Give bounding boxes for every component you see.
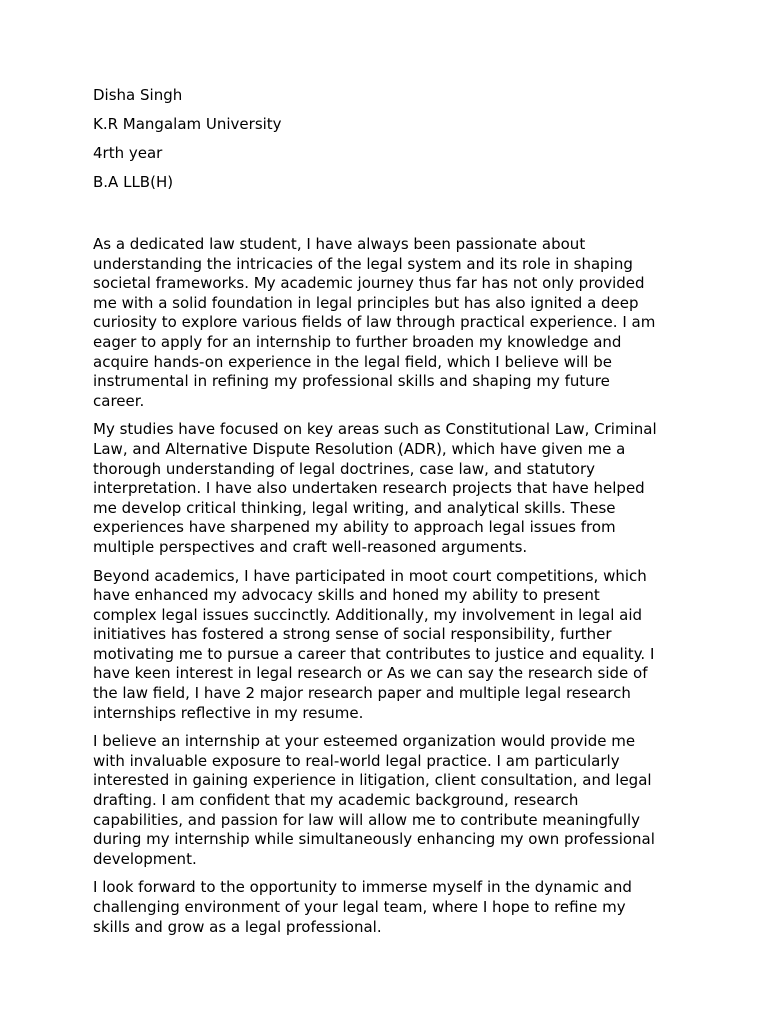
degree-name: B.A LLB(H): [93, 173, 174, 191]
document-page: [93, 84, 693, 946]
paragraph-beyond-academics: Beyond academics, I have participated in moot court competitions, which have enhanced my advocacy skills and honed my ability to present complex legal issues succinctly. Additionally, my involvement in legal aid initiatives has fostered a strong sense of social responsibility, further motivating me to pursue a career that contributes to justice and equality. I have keen interest in legal research or As we can say the research side of the law field, I have 2 major research paper and multiple legal research internships reflective in my resume.: [93, 566, 655, 722]
university-name: K.R Mangalam University: [93, 115, 282, 133]
study-year: 4rth year: [93, 144, 163, 162]
applicant-header: [93, 84, 693, 194]
paragraph-intro: As a dedicated law student, I have always been passionate about understanding the intricacies of the legal system and its role in shaping societal frameworks. My academic journey thus far has not only provided me with a solid foundation in legal principles but has also ignited a deep curiosity to explore various fields of law through practical experience. I am eager to apply for an internship to further broaden my knowledge and acquire hands-on experience in the legal field, which I believe will be instrumental in refining my professional skills and shaping my future career.: [93, 235, 656, 410]
paragraph-closing: I look forward to the opportunity to immerse myself in the dynamic and challenging environment of your legal team, where I hope to refine my skills and grow as a legal professional.: [93, 878, 632, 936]
applicant-name: Disha Singh: [93, 86, 183, 104]
paragraph-studies: My studies have focused on key areas such as Constitutional Law, Criminal Law, and Alternative Dispute Resolution (ADR), which have given me a thorough understanding of legal doctrines, case law, and statutory interpretation. I have also undertaken research projects that have helped me develop critical thinking, legal writing, and analytical skills. These experiences have sharpened my ability to approach legal issues from multiple perspectives and craft well-reasoned arguments.: [93, 420, 657, 556]
paragraph-internship: I believe an internship at your esteemed organization would provide me with invaluable exposure to real-world legal practice. I am particularly interested in gaining experience in litigation, client consultation, and legal drafting. I am confident that my academic background, research capabilities, and passion for law will allow me to contribute meaningfully during my internship while simultaneously enhancing my own professional development.: [93, 732, 655, 868]
letter-body: [93, 235, 693, 937]
